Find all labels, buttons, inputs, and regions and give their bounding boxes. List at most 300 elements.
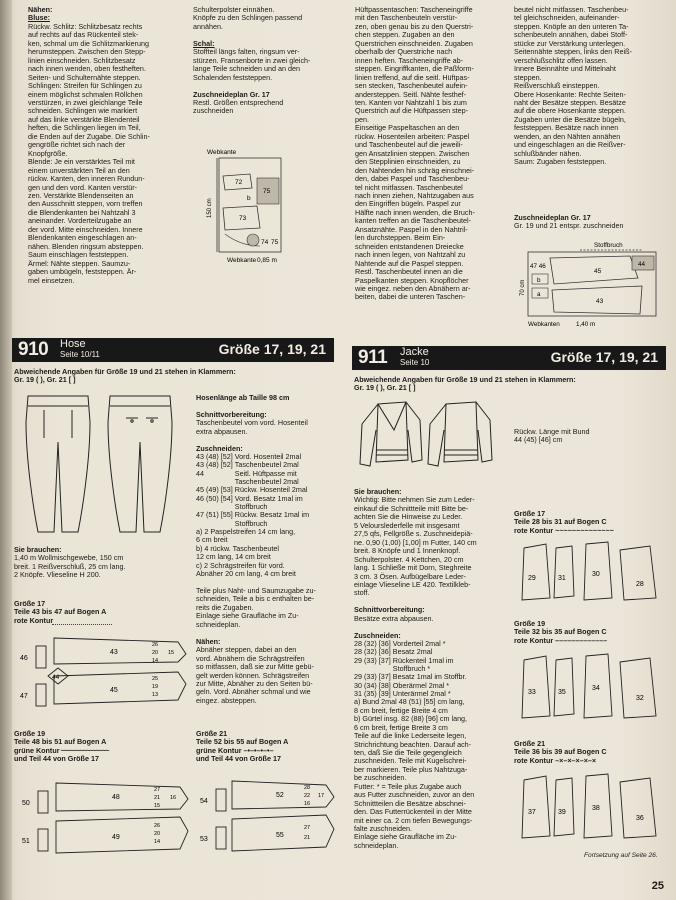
extra910-line: 6 cm breit (196, 535, 228, 545)
cut911-cell: [36] (378, 639, 391, 649)
col4-line: tel gleichschneiden, aufeinander- (514, 13, 620, 23)
p910-52: 52 (276, 792, 284, 799)
length-910: Hosenlänge ab Taille 98 cm (196, 393, 290, 402)
col1-line: herumsteppen. Zwischen den Stepp- (28, 47, 146, 57)
g21-kontur-911: rote Kontur (514, 755, 554, 765)
page-ref-910: Seite 10/11 (60, 350, 100, 359)
p910-14b: 14 (154, 839, 161, 845)
col1-line: heften, die Schlingen liegen im Teil, (28, 123, 141, 133)
g21-kontur-910: grüne Kontur (196, 745, 242, 755)
col3-line: steppen. Eingriffkanten, die Paßform- (355, 64, 474, 74)
garment-type-911: Jacke (400, 346, 429, 358)
col1-line: Blendenkanten eingeschlagen an- (28, 233, 137, 243)
cut911-cell: Besatz 1mal im Stoffbr. (392, 672, 467, 682)
col3-line: gen Ansatzlinien steppen. Zwischen (355, 148, 470, 158)
g17-sub-911: Teile 28 bis 31 auf Bogen C (514, 517, 607, 527)
page-ref-911: Seite 10 (400, 358, 430, 367)
size-range-911: Größe 17, 19, 21 (550, 349, 658, 365)
after911-line: Teile auf die linke Lederseite legen, (354, 731, 467, 741)
intro-910-line2: Gr. 19 ( ), Gr. 21 [ ] (14, 375, 76, 385)
plan-right-webkanten: Webkanten (528, 321, 560, 328)
cutting-plan-trousers-title (514, 214, 664, 231)
g19-title-911: Größe 19 (514, 619, 546, 628)
p910-15: 15 (168, 650, 175, 656)
col3-line: rückw. Hosenteilen arbeiten: Paspel (355, 131, 470, 141)
col3-line: Hälfte nach innen wenden, die Bruch- (355, 207, 475, 217)
sew910-line: geln. Vord. Abnäher schmal und wie (196, 687, 311, 697)
sew910-line: vord. Abnähern die Schrägstreifen (196, 653, 305, 663)
cut910-cell: [52] (220, 452, 233, 462)
col3-line: linien treffend, auf die seitl. Hüftpas- (355, 72, 470, 82)
cut910-cell: Vord. Hosenteil 2mal (234, 452, 302, 462)
after911-line: Einlage siehe Graufläche im Zu- (354, 832, 457, 842)
need911-line: Schulterpolster. 4 Kettchen, 20 cm (354, 554, 464, 564)
sew910-line: eingez. absteppen. (196, 695, 257, 705)
cut911-cell: 29 (33) (354, 672, 377, 682)
col3-line: tel nicht mitfassen. Taschenbeutel (355, 182, 463, 192)
plan-piece-b: b (247, 195, 251, 202)
after911-line: aus Futter zuschneiden, zuvor an den (354, 790, 475, 800)
col3-line: pen. (355, 114, 369, 124)
cut910-cell: [54] (220, 493, 233, 503)
p910-48: 48 (112, 794, 120, 801)
g21-extra-910: und Teil 44 von Größe 17 (196, 754, 281, 764)
col2-line (193, 31, 348, 39)
after911-line: ten, daß Sie die Teile gegengleich (354, 747, 462, 757)
col3-line: Nahtende auf die Paspel steppen. (355, 258, 464, 268)
col4-line: verschlußschlitz offen lassen. (514, 55, 608, 65)
g19-sub-910: Teile 48 bis 51 auf Bogen A (14, 737, 107, 747)
back-length-911 (514, 428, 664, 445)
col4-line: beutel nicht mitfassen. Taschenbeu- (514, 5, 629, 14)
extra910-line: b) 4 rückw. Taschenbeutel (196, 543, 279, 553)
p910-26: 26 (152, 642, 159, 648)
size19-910-label: Größe 19 Teile 48 bis 51 auf Bogen A grüne Kontur ~~~~~~~~~~~~~~~ und Teil 44 von Größe 17 (14, 730, 189, 764)
g19-title-910: Größe 19 (14, 729, 46, 738)
g19-extra-910: und Teil 44 von Größe 17 (14, 754, 99, 764)
need910-line: breit. 1 Reißverschluß, 25 cm lang. (14, 561, 126, 571)
col4-line: auf die obere Hosenkante steppen. (514, 106, 626, 116)
sew910-line: so mitfassen, daß sie zur Mitte gebü- (196, 662, 314, 672)
plan-right-width: 1,40 m (576, 321, 596, 328)
p910-21: 21 (154, 795, 161, 801)
p910-14: 14 (152, 658, 159, 664)
cut910-cell: Rückw. Besatz 1mal im (234, 510, 310, 520)
p910-19: 19 (152, 684, 159, 690)
after911-line: falte zuschneiden. (354, 824, 412, 834)
cut910-cell (221, 470, 235, 478)
p910-49: 49 (112, 834, 120, 841)
size21-911-label: Größe 21 Teile 36 bis 39 auf Bogen C rote Kontur –×–×–×–×–× (514, 740, 664, 765)
intro-911-line2: Gr. 19 ( ), Gr. 21 [ ] (354, 383, 416, 393)
after911-line: 8 cm breit, fertige Breite 4 cm (354, 705, 448, 715)
cut910-cell: [55] (220, 510, 233, 520)
col1-line: den Ausschnitt steppen, vorn treffen (28, 199, 143, 209)
col1-line: einem unverstärkten Teil an den (28, 165, 130, 175)
need911-line: 3 cm. 3 Ösen. Aufbügelbare Leder- (354, 571, 466, 581)
plan-right-p6: 43 (596, 298, 604, 305)
header-910 (12, 338, 334, 362)
col3-line: Einseitige Paspeltaschen an den (355, 123, 460, 133)
sew910-line: Abnäher steppen, dabei an den (196, 645, 297, 655)
allowance910-line: reits die Zugaben. (196, 602, 254, 612)
cut910-cell: 46 (50) (196, 493, 219, 503)
need910-line: 2 Knöpfe. Vlieseline H 200. (14, 570, 101, 580)
pattern-pieces-910-size19 (18, 775, 198, 865)
col2-line: Stoffteil längs falten, ringsum ver- (193, 47, 300, 57)
p910-15b: 15 (154, 803, 161, 809)
g17-kontur-911: rote Kontur (514, 525, 554, 535)
need-title-911: Sie brauchen: (354, 487, 402, 496)
need911-line: 27,5 qfs, Fellgröße s. Zuschneidepiä- (354, 529, 473, 539)
g19-kontur-910: grüne Kontur (14, 745, 60, 755)
col3-line: zen, oben genau bis zu den Querstri- (355, 21, 474, 31)
plan-right-p5: a (537, 291, 541, 298)
col3-line: sen stecken, Taschenbeutel aufein- (355, 81, 468, 91)
col4-line: stücke zur Verstärkung unterlegen. (514, 38, 626, 48)
col1-line: Saum einschlagen feststeppen. (28, 250, 129, 260)
sew910-line: zur Mitte, Abnäher zu den Seiten bü- (196, 679, 313, 688)
p910-25: 25 (152, 676, 159, 682)
p911-28: 28 (636, 581, 644, 588)
plan-right-p2: 45 (594, 268, 602, 275)
prep-title-910: Schnittvorbereitung: (196, 409, 267, 419)
col1-line: der vord. Mitte einschneiden. Innere (28, 224, 143, 234)
col3-line: Paspelkanten steppen. Knopflöcher (355, 275, 469, 285)
p910-55: 55 (276, 832, 284, 839)
col2-line: Schal: (193, 38, 215, 48)
col2-line: Schalenden feststeppen. (193, 72, 273, 82)
cut910-cell: 44 (196, 468, 204, 478)
col1-line: gen und den vord. Kanten verstür- (28, 182, 138, 192)
p910-17: 17 (318, 793, 325, 799)
need911-line: einkauf die Schnittteile mit! Bitte be- (354, 503, 469, 513)
p911-37: 37 (528, 809, 536, 816)
col3-line: chen steppen. Zugaben an den (355, 30, 455, 40)
cut911-cell: Vorderteil 2mal * (392, 639, 446, 649)
col1-line: Blende: Je ein verstärktes Teil mit (28, 157, 135, 167)
col3-line: Querstrich auf die Hüftpassen step- (355, 106, 469, 116)
col1-line: aneinander. Vorderteilzugabe an (28, 216, 132, 226)
col3-line: Restl. Taschenbeutel innen an die (355, 267, 463, 277)
intro-911-line1: Abweichende Angaben für Größe 19 und 21 stehen in Klammern: (354, 375, 576, 384)
plan-label-webkante-bottom: Webkante (227, 257, 257, 264)
sew910-line: gelt werden können. Schrägstreifen (196, 670, 310, 680)
col1-line: ken, schmal um die Schlitzmarkierung (28, 38, 150, 48)
cut910-cell: 47 (51) (196, 510, 219, 520)
after911-line: mit einer ca. 2 cm tiefen Bewegungs- (354, 815, 473, 825)
need911-line: stoff. (354, 588, 370, 598)
plan-piece-72: 72 (235, 179, 243, 186)
need911-line: einlage Vlieseline LE 420. Textilkleb- (354, 579, 471, 589)
col1-line: gaben umbügeln, feststeppen. Är- (28, 267, 137, 277)
p911-29: 29 (528, 575, 536, 582)
cut911-cell: 31 (35) (354, 688, 377, 698)
col3-line: len durchsteppen. Beim Ein- (355, 233, 446, 243)
col2-line: Restl. Größen entsprechend (193, 97, 284, 107)
col4-line: Reißverschluß einsteppen. (514, 81, 600, 91)
pocket-instructions (355, 6, 507, 302)
col1-line: die Enden auf der Zugabe. Die Schlin- (28, 131, 150, 141)
p910-47: 47 (20, 693, 28, 700)
col2-line: zuschneiden (193, 106, 234, 116)
plan-right-sub: Gr. 19 und 21 entspr. zuschneiden (514, 221, 624, 231)
cut911-cell: Rückenteil 1mal im (392, 655, 454, 665)
col3-line: beiten, dabei die unteren Taschen- (355, 292, 466, 302)
plan-label-webkante: Webkante (207, 149, 237, 156)
cut911-cell: 28 (32) (354, 639, 377, 649)
after911-line: be zuschneiden. (354, 773, 407, 783)
size-range-910: Größe 17, 19, 21 (218, 341, 326, 357)
plan-label-height: 150 cm (207, 198, 213, 218)
p910-21b: 21 (304, 835, 311, 841)
col1-line: rückw. Kanten, den inneren Rundun- (28, 174, 145, 184)
col3-line: wie eingez. neben den Abnähern ar- (355, 283, 471, 293)
col4-line: Zugaben unter die Besätze bügeln, (514, 114, 626, 124)
g19-sub-911: Teile 32 bis 35 auf Bogen C (514, 627, 607, 637)
trouser-finishing-instructions (514, 6, 664, 167)
extra910-line: c) 2 Schrägstreifen für vord. (196, 560, 285, 570)
allowance910-line: Teile plus Naht- und Saumzugabe zu- (196, 586, 316, 596)
p910-53: 53 (200, 836, 208, 843)
col1-line: Ärmel: Nähte steppen. Saumzu- (28, 258, 131, 268)
need911-line: 5 Velourslederfelle mit insgesamt (354, 520, 460, 530)
p910-27: 27 (154, 787, 161, 793)
p911-39: 39 (558, 809, 566, 816)
col3-line: Ansatznähte. Paspel in den Nahtril- (355, 224, 468, 234)
col1-line: zen. Verstärkte Blendenseiten an (28, 190, 134, 200)
col4-line: und eingeschlagen an die Reißver- (514, 140, 626, 150)
p910-43: 43 (110, 649, 118, 656)
after911-line: zuschneiden. Teile mit Kugelschrei- (354, 756, 467, 766)
p911-38: 38 (592, 805, 600, 812)
p911-35: 35 (558, 689, 566, 696)
plan-piece-73: 73 (239, 215, 247, 222)
after911-line: ber markieren. Teile plus Nahtzuga- (354, 764, 468, 774)
col3-line: nach innen legen, von Nahtzahl zu (355, 250, 466, 260)
back-len-line2-911: 44 (45) [46] cm (514, 435, 563, 445)
col1-line: nähen. Blenden ringsum absteppen. (28, 241, 144, 251)
size21-910-label: Größe 21 Teile 52 bis 55 auf Bogen A grüne Kontur –•–•–•–•– und Teil 44 von Größe 17 (196, 730, 338, 764)
plan-right-height: 70 cm (520, 279, 526, 296)
interfacing910-line: schneideplan. (196, 619, 241, 629)
p910-54: 54 (200, 798, 208, 805)
pattern-pieces-911-size19 (516, 650, 666, 730)
p910-16: 16 (170, 795, 177, 801)
col4-line: Innere Beinnähte und Mittelnaht (514, 64, 616, 74)
col4-line: Seitennähte steppen, links den Reiß- (514, 47, 632, 57)
size19-911-label: Größe 19 Teile 32 bis 35 auf Bogen C rote Kontur ––––––––––––– (514, 620, 664, 645)
p910-45: 45 (110, 687, 118, 694)
cut910-cell: Rückw. Hosenteil 2mal (234, 485, 308, 495)
scarf-and-cutting-plan (193, 6, 348, 116)
cut910-cell: Stoffbruch (234, 501, 268, 511)
garment-type-910: Hose (60, 338, 86, 350)
cut910-cell: Seitl. Hüftpasse mit (234, 468, 297, 478)
col2-line: annähen. (193, 21, 223, 31)
plan-right-p1: 47 46 (530, 263, 546, 270)
pattern-pieces-911-size21 (516, 770, 666, 850)
cut911-cell: Besatz 2mal (392, 647, 433, 657)
col1-line: Nähen: (28, 5, 53, 14)
cut-title-910: Zuschneiden: (196, 443, 243, 453)
col1-line: verstürzen, in zwei gleichlange Teile (28, 97, 143, 107)
plan-right-p4: b (537, 277, 541, 284)
cut910-cell: Taschenbeutel 2mal (234, 460, 299, 470)
cut911-cell: 28 (32) (354, 647, 377, 657)
intro-910 (14, 368, 334, 385)
after911-line: b) Gürtel insg. 82 (88) [96] cm lang, (354, 714, 468, 724)
need910-line: 1,40 m Wollmischgewebe, 150 cm (14, 553, 124, 563)
need911-line: breit. 8 Knöpfe und 1 Innenknopf. (354, 546, 461, 556)
cut910-cell: Stoffbruch (234, 518, 268, 528)
col4-line: naht der Besätze steppen. Besätze (514, 97, 626, 107)
continued-note: Fortsetzung auf Seite 26. (584, 852, 658, 859)
col4-line: feststeppen. Besätze nach innen (514, 123, 619, 133)
cut911-cell: Oberärmel 2mal * (392, 680, 450, 690)
cut-title-911: Zuschneiden: (354, 630, 401, 640)
col1-line: nach innen wenden, oben festheften. (28, 64, 146, 74)
instructions-910 (196, 394, 338, 705)
p910-22: 22 (304, 793, 311, 799)
plan-piece-75b: 75 (271, 239, 279, 246)
pattern-number-910: 910 (18, 339, 49, 360)
col1-line: linien einschneiden. Schlitzbesatz (28, 55, 136, 65)
g19-kontur-911: rote Kontur (514, 635, 554, 645)
after911-line: a) Bund 2mal 48 (51) [55] cm lang, (354, 697, 465, 707)
p910-50: 50 (22, 800, 30, 807)
need911-line: Wichtig: Bitte nehmen Sie zum Leder- (354, 495, 475, 505)
p911-32: 32 (636, 695, 644, 702)
plan-right-p3: 44 (638, 261, 646, 268)
cut910-cell: [52] (220, 460, 233, 470)
col3-line: Hüftpassentaschen: Tascheneingriffe (355, 5, 473, 14)
cut910-cell: Taschenbeutel 2mal (234, 477, 299, 487)
p910-28: 28 (304, 785, 311, 791)
col3-line: innen heften. Tascheneingriffe ab- (355, 55, 464, 65)
col1-line: Bluse: (28, 13, 50, 23)
col2-line: Schulterpolster einnähen. (193, 5, 275, 14)
col3-line: schneiden entstandenen Dreiecke (355, 241, 464, 251)
col4-line: schenbeuteln annähen, dabei Stoff- (514, 30, 628, 40)
col3-line: kanten treffen an die Taschenbeutel- (355, 216, 472, 226)
p910-16b: 16 (304, 801, 311, 807)
col1-line: gengröße richtet sich nach der (28, 140, 126, 150)
after911-line: Schnittteilen die Besätze abschnei- (354, 798, 466, 808)
col3-line: oberhalb der Querstriche nach (355, 47, 453, 57)
after911-line: Futter: * = Teile plus Zugabe auch (354, 781, 462, 791)
sewing-instructions-blouse (28, 6, 178, 285)
col2-line: Zuschneideplan Gr. 17 (193, 89, 270, 99)
col2-line: stürzen. Fransenborte in zwei gleich- (193, 55, 311, 65)
col1-line: schneiden. Schlingen wie markiert (28, 106, 138, 116)
g21-sub-911: Teile 36 bis 39 auf Bogen C (514, 747, 607, 757)
cut911-cell: [36] (378, 647, 391, 657)
cut910-cell: [53] (220, 485, 233, 495)
g21-title-911: Größe 21 (514, 739, 546, 748)
sew-title-910: Nähen: (196, 636, 221, 646)
after911-line: Strichrichtung beachten. Darauf ach- (354, 739, 472, 749)
col2-line: Knöpfe zu den Schlingen passend (193, 13, 303, 23)
p910-46: 46 (20, 655, 28, 662)
need911-line: lang. 1 Schließe mit Dorn, Steghreite (354, 563, 472, 573)
plan-right-title: Zuschneideplan Gr. 17 (514, 213, 591, 222)
after911-line: den. Das Futterrückenteil in der Mitte (354, 807, 472, 817)
col3-line: den Nahtenden hin schräg einschnei- (355, 165, 475, 175)
p910-20b: 20 (154, 831, 161, 837)
cut911-cell: [37] (378, 655, 391, 665)
p911-36: 36 (636, 815, 644, 822)
back-len-line1-911: Rückw. Länge mit Bund (514, 427, 590, 436)
col3-line: andersteppen. Seitl. Nähte festhef- (355, 89, 467, 99)
cut910-cell: 43 (48) (196, 460, 219, 470)
col3-line: Querstrichen einschneiden. Zugaben (355, 38, 473, 48)
p910-20: 20 (152, 650, 159, 656)
p911-30: 30 (592, 571, 600, 578)
col4-line: steppen. (514, 72, 542, 82)
plan-right-stoffbruch: Stoffbruch (594, 242, 623, 249)
p910-44: 44 (52, 674, 60, 681)
col4-line: steppen. Knöpfe an den unteren Ta- (514, 21, 629, 31)
col4-line: wenden, an den Nähten annähen (514, 131, 621, 141)
cut911-cell: [38] (378, 680, 391, 690)
extra910-line: Abnäher 20 cm lang, 4 cm breit (196, 569, 296, 579)
col3-line: den, dabei Paspel und Taschenbeu- (355, 174, 470, 184)
g17-title-910: Größe 17 (14, 599, 46, 608)
col1-line: Schlingen: Streifen für Schlingen zu (28, 81, 142, 91)
col1-line: auf rechts auf das Rückenteil stek- (28, 30, 139, 40)
col1-line: Knopfgröße. (28, 148, 68, 158)
intro-911 (354, 376, 666, 393)
g17-kontur-910: rote Kontur (14, 615, 54, 625)
col3-line: mit den Taschenbeuteln verstür- (355, 13, 458, 23)
col1-line: mel einsetzen. (28, 275, 75, 285)
p910-26b: 26 (154, 823, 161, 829)
cut911-cell: [39] (378, 688, 391, 698)
cut911-cell: 30 (34) (354, 680, 377, 690)
cut-table-911 (354, 640, 469, 698)
cut910-cell: 45 (49) (196, 485, 219, 495)
col2-line: lange Teile schneiden und an den (193, 64, 300, 74)
cutting-plan-blouse (205, 148, 335, 263)
col3-line: den Eingriffen bügeln. Paspel zur (355, 199, 461, 209)
page-number: 25 (651, 880, 664, 892)
p910-27b: 27 (304, 825, 311, 831)
size17-911-label: Größe 17 Teile 28 bis 31 auf Bogen C rote Kontur ~~~~~~~~~~~~~~ (514, 510, 664, 535)
pattern-pieces-910-size21 (198, 775, 348, 865)
col3-line: nach innen ziehen, Nahtzugaben aus (355, 190, 474, 200)
g21-sub-910: Teile 52 bis 55 auf Bogen A (196, 737, 289, 747)
cut-table-910 (196, 453, 311, 528)
prep-text2-910: extra abpausen. (196, 426, 248, 436)
cut910-cell: 43 (48) (196, 452, 219, 462)
allowance910-line: schneiden, Teile a bis c enthalten be- (196, 594, 315, 604)
cut910-cell: Vord. Besatz 1mal im (234, 493, 303, 503)
p911-33: 33 (528, 689, 536, 696)
p911-34: 34 (592, 685, 600, 692)
p911-31: 31 (558, 575, 566, 582)
pattern-pieces-911-size17 (516, 540, 666, 610)
col1-line: auf das linke verstärkte Blendenteil (28, 114, 140, 124)
cut911-cell: [37] (378, 672, 391, 682)
col1-line: einem möglichst schmalen Röllchen (28, 89, 143, 99)
extra910-line: 12 cm lang, 14 cm breit (196, 552, 271, 562)
col1-line: die Blendenkanten bei Nahtzahl 3 (28, 207, 136, 217)
col1-line: Seiten- und Schulternähte steppen. (28, 72, 141, 82)
need911-line: ne. 0,90 (1,00) [1,00] m Futter, 140 cm (354, 537, 477, 547)
p910-51: 51 (22, 838, 30, 845)
col4-line: Obere Hosenkante: Rechte Seiten- (514, 89, 626, 99)
